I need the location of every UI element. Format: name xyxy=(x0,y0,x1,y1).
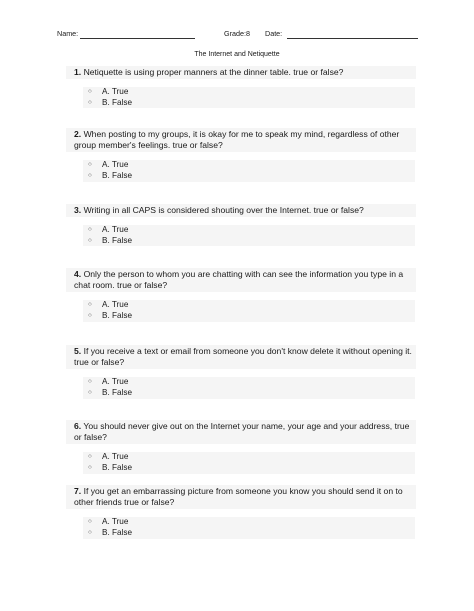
radio-circle-icon: ○ xyxy=(88,529,92,536)
radio-circle-icon: ○ xyxy=(88,464,92,471)
option-a[interactable] xyxy=(83,225,415,236)
worksheet-title: The Internet and Netiquette xyxy=(194,51,280,58)
question-number: 1. xyxy=(74,67,82,77)
option-b[interactable] xyxy=(83,388,415,399)
option-label: A. True xyxy=(102,160,129,170)
question-2 xyxy=(66,128,416,182)
option-label: B. False xyxy=(102,388,133,397)
question-prompt: Only the person to whom you are chatting with can see the information you type in a chat room. true or false? xyxy=(74,269,404,291)
option-a[interactable] xyxy=(83,377,415,388)
name-line xyxy=(80,38,195,39)
radio-circle-icon: ○ xyxy=(88,453,92,461)
option-b[interactable] xyxy=(83,171,415,182)
date-line xyxy=(287,38,418,39)
radio-circle-icon: ○ xyxy=(88,88,92,96)
option-label: A. True xyxy=(102,377,129,387)
answer-options xyxy=(66,452,416,473)
question-5 xyxy=(66,345,416,399)
radio-circle-icon: ○ xyxy=(88,518,92,526)
grade-label: Grade:8 xyxy=(224,29,250,38)
question-text xyxy=(66,268,416,292)
question-number: 6. xyxy=(74,421,82,431)
option-a[interactable] xyxy=(83,87,415,98)
option-label: B. False xyxy=(102,311,133,320)
option-label: A. True xyxy=(102,452,129,462)
answer-options xyxy=(66,377,416,398)
answer-options xyxy=(66,87,416,108)
radio-circle-icon: ○ xyxy=(88,226,92,234)
answer-options xyxy=(66,160,416,181)
radio-circle-icon: ○ xyxy=(88,378,92,386)
option-label: B. False xyxy=(102,97,133,107)
option-a[interactable] xyxy=(83,160,415,171)
radio-circle-icon: ○ xyxy=(88,389,92,396)
option-label: A. True xyxy=(102,300,129,310)
question-prompt: Netiquette is using proper manners at the dinner table. true or false? xyxy=(83,67,344,77)
option-b[interactable] xyxy=(83,311,415,322)
radio-circle-icon: ○ xyxy=(88,172,92,179)
option-b[interactable] xyxy=(83,98,415,109)
question-prompt: When posting to my groups, it is okay for me to speak my mind, regardless of other group member's feelings. true or false? xyxy=(74,129,400,151)
question-3 xyxy=(66,204,416,246)
option-label: B. False xyxy=(102,235,133,245)
radio-circle-icon: ○ xyxy=(88,161,92,169)
question-text xyxy=(66,485,416,509)
option-label: B. False xyxy=(102,528,133,537)
radio-circle-icon: ○ xyxy=(88,236,92,244)
question-number: 3. xyxy=(74,205,82,215)
option-a[interactable] xyxy=(83,452,415,463)
answer-options xyxy=(66,517,416,538)
radio-circle-icon: ○ xyxy=(88,301,92,309)
question-text xyxy=(66,345,416,369)
option-a[interactable] xyxy=(83,300,415,311)
answer-options xyxy=(66,225,416,246)
answer-options xyxy=(66,300,416,321)
question-number: 7. xyxy=(74,486,82,496)
question-text xyxy=(66,66,416,79)
option-label: B. False xyxy=(102,171,133,180)
question-prompt: You should never give out on the Internet your name, your age and your address, true or false? xyxy=(74,421,410,443)
question-prompt: If you receive a text or email from someone you don't know delete it without opening it. true or false? xyxy=(74,346,412,368)
question-6 xyxy=(66,420,416,474)
date-label: Date: xyxy=(265,29,283,38)
question-prompt: Writing in all CAPS is considered shouting over the Internet. true or false? xyxy=(83,205,364,215)
radio-circle-icon: ○ xyxy=(88,98,92,106)
option-b[interactable] xyxy=(83,528,415,539)
question-text xyxy=(66,420,416,444)
question-number: 4. xyxy=(74,269,82,279)
name-label: Name: xyxy=(57,29,79,38)
option-label: A. True xyxy=(102,225,129,235)
option-a[interactable] xyxy=(83,517,415,528)
question-1 xyxy=(66,66,416,108)
radio-circle-icon: ○ xyxy=(88,312,92,319)
worksheet-header xyxy=(0,28,474,42)
question-text xyxy=(66,128,416,152)
question-4 xyxy=(66,268,416,322)
option-label: B. False xyxy=(102,463,133,472)
question-prompt: If you get an embarrassing picture from someone you know you should send it on to other friends true or false? xyxy=(74,486,403,508)
option-label: A. True xyxy=(102,517,129,527)
question-7 xyxy=(66,485,416,539)
question-number: 5. xyxy=(74,346,82,356)
option-b[interactable] xyxy=(83,236,415,247)
question-number: 2. xyxy=(74,129,82,139)
option-b[interactable] xyxy=(83,463,415,474)
question-text xyxy=(66,204,416,217)
option-label: A. True xyxy=(102,87,129,97)
